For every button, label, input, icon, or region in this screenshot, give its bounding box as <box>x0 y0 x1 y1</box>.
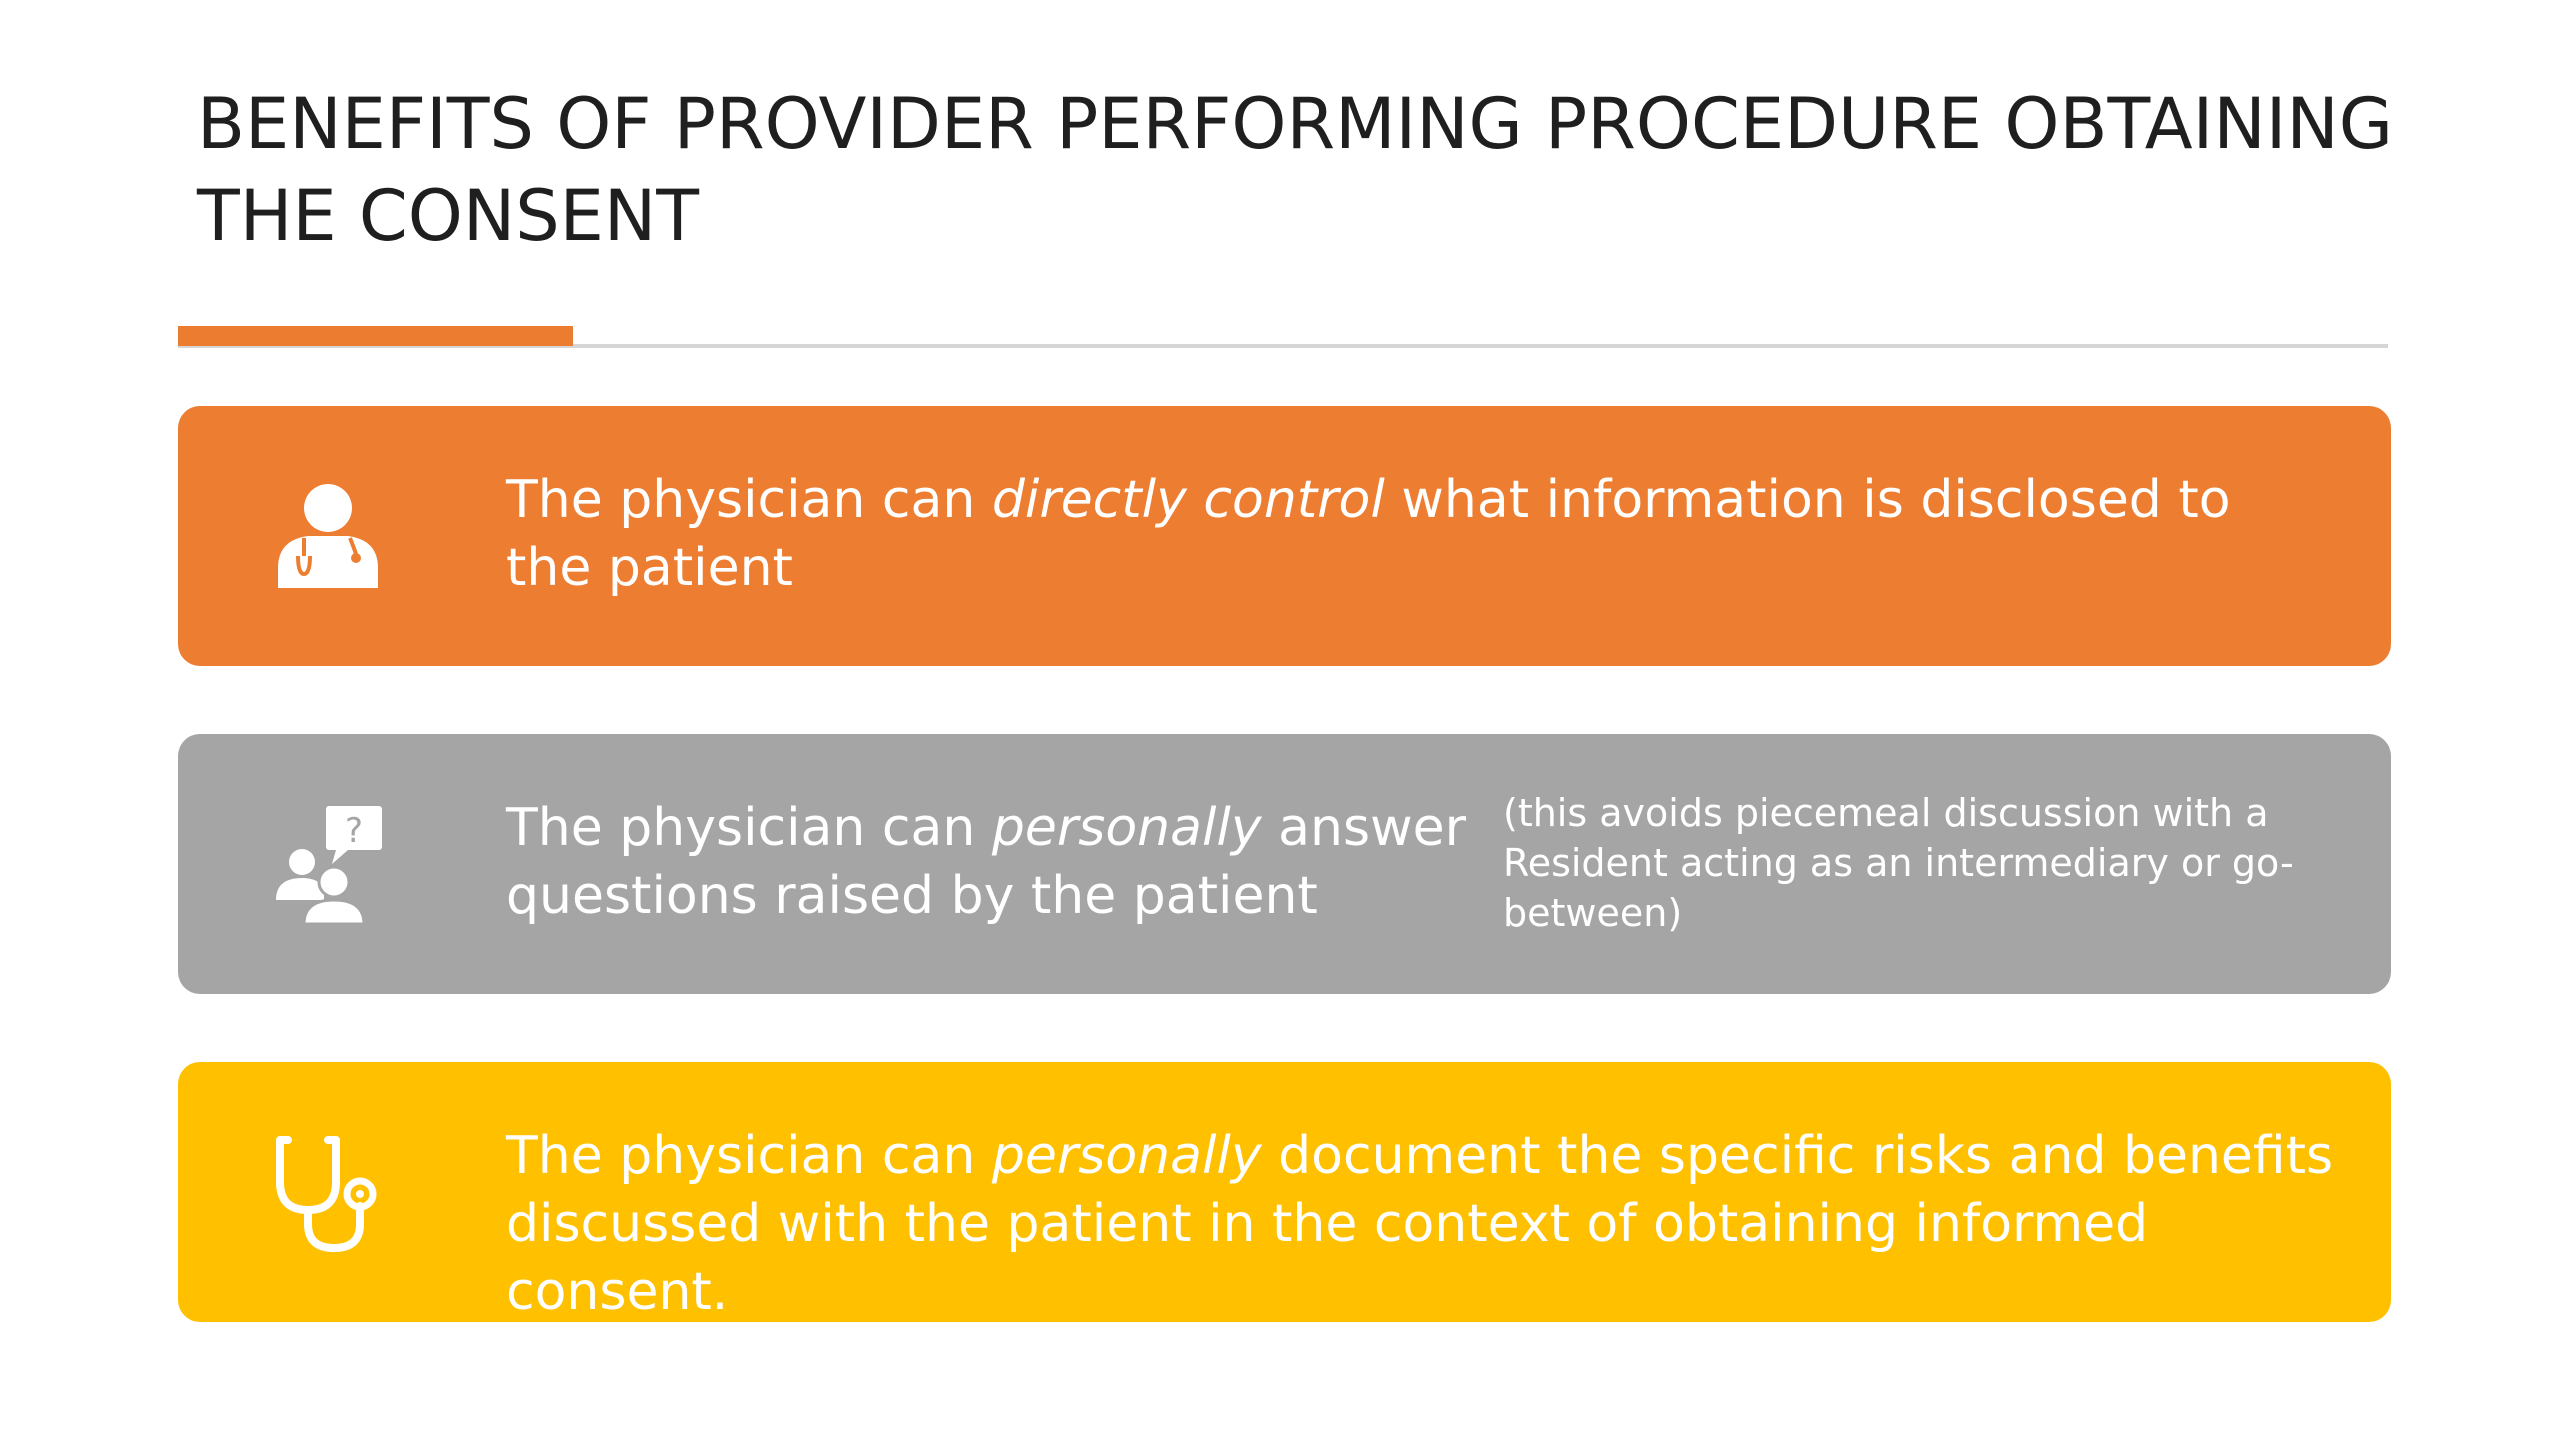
benefit-card-answer-questions <box>178 734 2391 994</box>
slide-title <box>197 78 2397 262</box>
benefit-text-end: what information is disclosed to the patient <box>506 470 2231 598</box>
benefit-text <box>506 466 2306 602</box>
title-accent-bar <box>178 326 573 346</box>
stethoscope-icon <box>268 1132 388 1252</box>
benefit-text-emphasis: personally <box>991 798 1262 858</box>
benefit-text-emphasis: directly control <box>991 470 1385 530</box>
benefit-text <box>506 1122 2366 1326</box>
benefit-text-emphasis: personally <box>991 1126 1262 1186</box>
doctor-icon <box>268 476 388 596</box>
benefit-text-start: The physician can <box>506 798 992 858</box>
slide-title-line-1: BENEFITS OF PROVIDER PERFORMING PROCEDURE OBTAINING <box>197 83 2393 165</box>
benefit-note: (this avoids piecemeal discussion with a Resident acting as an intermediary or go-between) <box>1503 791 2294 935</box>
benefit-text-end: answer questions raised by the patient <box>506 798 1466 926</box>
benefit-card-direct-control <box>178 406 2391 666</box>
benefit-text-start: The physician can <box>506 1126 992 1186</box>
benefit-text-end: document the specific risks and benefits discussed with the patient in the context of obtaining informed consent. <box>506 1126 2334 1322</box>
slide-title-line-2: THE CONSENT <box>197 175 699 257</box>
benefit-text-start: The physician can <box>506 470 992 530</box>
svg-text:?: ? <box>344 811 364 851</box>
benefit-text <box>506 794 1466 930</box>
question-discussion-icon <box>268 804 388 924</box>
benefit-card-document-risks <box>178 1062 2391 1322</box>
